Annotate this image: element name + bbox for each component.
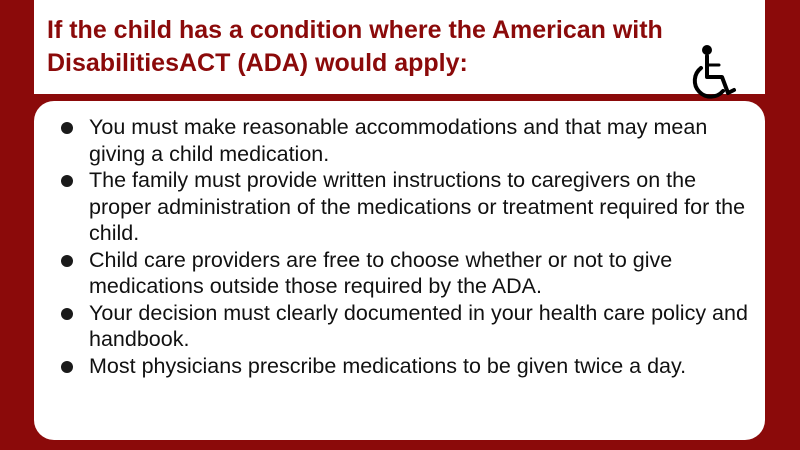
bullet-text: You must make reasonable accommodations and that may mean giving a child medication. [89, 115, 708, 166]
slide-title: If the child has a condition where the American with DisabilitiesACT (ADA) would apply: [47, 16, 663, 77]
bullet-text: Most physicians prescribe medications to be given twice a day. [89, 353, 687, 378]
bullet-text: Child care providers are free to choose whether or not to give medications outside those required by the ADA. [89, 247, 673, 298]
bullet-item [54, 167, 754, 247]
bullet-text: The family must provide written instructions to caregivers on the proper administration of the medications or treatment required for the child. [89, 168, 746, 245]
bullet-item [54, 300, 754, 353]
bullet-dot [61, 361, 73, 373]
content-panel [34, 101, 765, 440]
bullet-text: Your decision must clearly documented in your health care policy and handbook. [89, 300, 748, 351]
bullet-dot [61, 255, 73, 267]
bullet-dot [61, 175, 73, 187]
bullet-dot [61, 122, 73, 134]
bullet-list [54, 114, 754, 379]
wheelchair-icon [690, 44, 742, 102]
bullet-item [54, 114, 754, 167]
bullet-item [54, 247, 754, 300]
bullet-dot [61, 308, 73, 320]
bullet-item [54, 353, 754, 380]
title-box [34, 0, 765, 94]
